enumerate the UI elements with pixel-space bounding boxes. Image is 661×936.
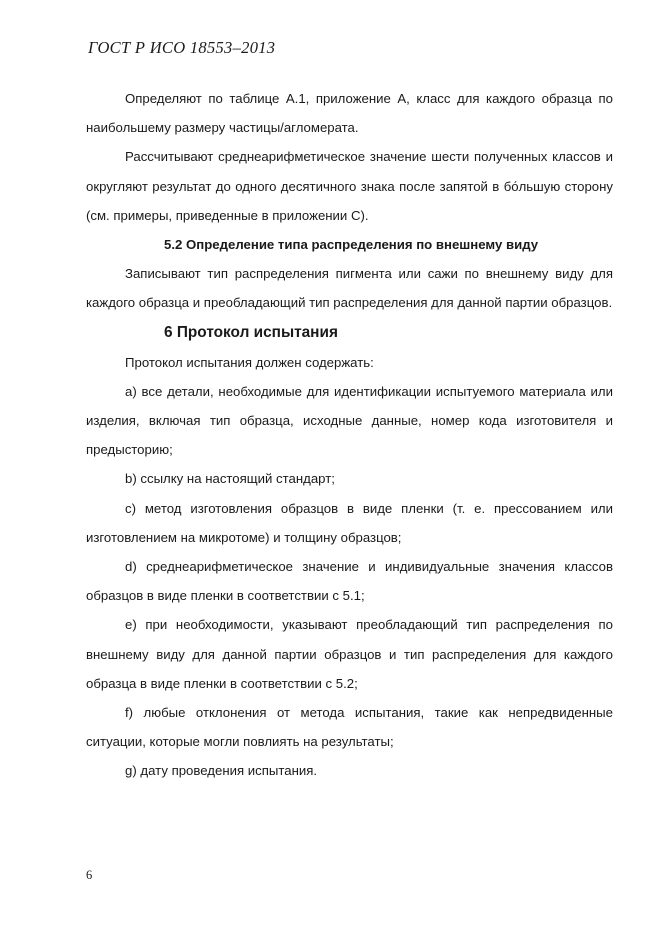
list-item: c) метод изготовления образцов в виде пленки (т. е. прессованием или изготовлением на микротоме) и толщину образцов; bbox=[86, 500, 613, 545]
document-body bbox=[86, 84, 613, 786]
list-item: b) ссылку на настоящий стандарт; bbox=[125, 471, 335, 487]
section-title-6: 6 Протокол испытания bbox=[164, 323, 338, 341]
section-heading-5-2: 5.2 Определение типа распределения по внешнему виду bbox=[164, 237, 539, 253]
list-item: g) дату проведения испытания. bbox=[125, 763, 318, 779]
list-item: d) среднеарифметическое значение и индивидуальные значения классов образцов в виде пленки в соответствии с 5.1; bbox=[86, 559, 613, 604]
list-item: f) любые отклонения от метода испытания, такие как непредвиденные ситуации, которые могли повлиять на результаты; bbox=[86, 705, 613, 750]
list-item: e) при необходимости, указывают преобладающий тип распределения по внешнему виду для данной партии образцов и тип распределения для каждого образца в виде пленки в соответствии с 5.2; bbox=[86, 617, 613, 691]
page-number: 6 bbox=[86, 868, 93, 882]
running-header: ГОСТ Р ИСО 18553–2013 bbox=[88, 38, 276, 57]
paragraph: Протокол испытания должен содержать: bbox=[125, 354, 374, 370]
list-item: a) все детали, необходимые для идентификации испытуемого материала или изделия, включая тип образца, исходные данные, номер кода изготовителя и предысторию; bbox=[86, 383, 613, 458]
paragraph: Рассчитывают среднеарифметическое значение шести полученных классов и округляют результат до одного десятичного знака после запятой в бо́льшую сторону (см. примеры, приведенные в приложении С). bbox=[86, 149, 613, 223]
paragraph: Определяют по таблице А.1, приложение А, класс для каждого образца по наибольшему размеру частицы/агломерата. bbox=[86, 91, 613, 136]
paragraph: Записывают тип распределения пигмента или сажи по внешнему виду для каждого образца и преобладающий тип распределения для данной партии образцов. bbox=[86, 266, 613, 311]
